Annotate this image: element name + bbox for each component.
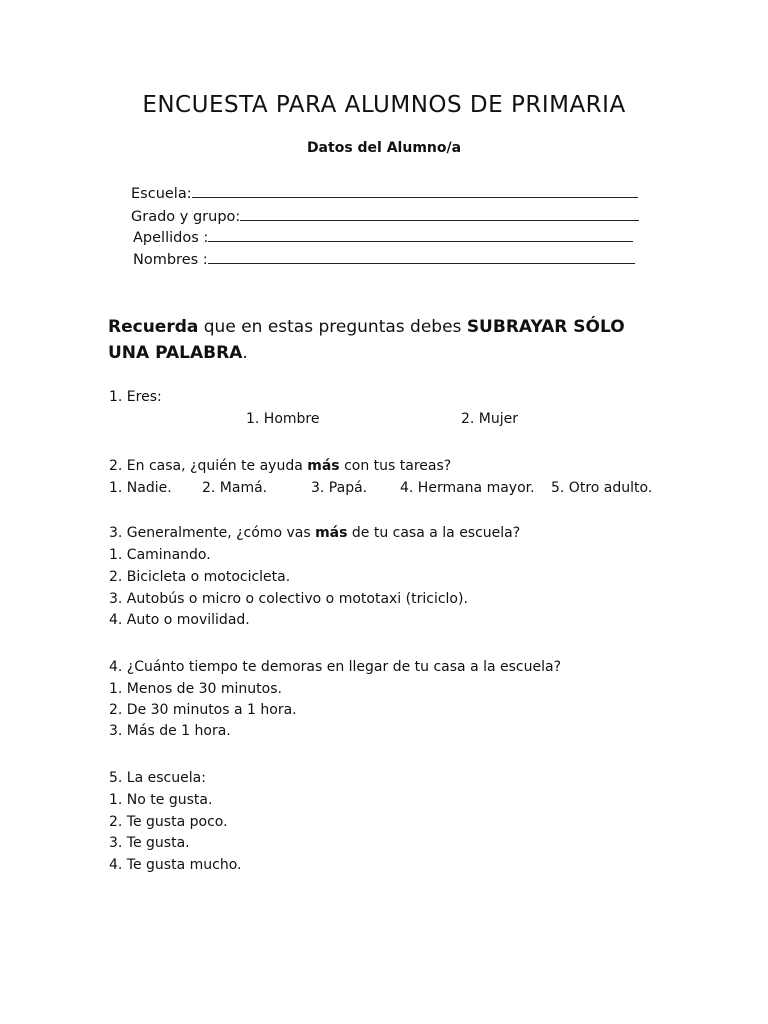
- q3-option-2: 2. Bicicleta o motocicleta.: [109, 569, 291, 585]
- q5-option-4: 4. Te gusta mucho.: [109, 857, 242, 873]
- field-apellidos-line: [208, 226, 633, 242]
- field-grado-label: Grado y grupo:: [131, 209, 241, 225]
- q1-option-hombre: 1. Hombre: [246, 411, 320, 427]
- q2-option-5: 5. Otro adulto.: [551, 480, 653, 496]
- q2-text-before: 2. En casa, ¿quién te ayuda: [109, 458, 308, 474]
- q3-text-before: 3. Generalmente, ¿cómo vas: [109, 525, 316, 541]
- field-nombres-line: [208, 248, 635, 264]
- field-grado-line: [240, 205, 639, 221]
- instructions-end: .: [242, 343, 248, 363]
- field-nombres-label: Nombres :: [133, 252, 208, 268]
- q5-option-2: 2. Te gusta poco.: [109, 814, 228, 830]
- question-3: [109, 523, 520, 543]
- field-grado: [131, 205, 639, 227]
- question-4: 4. ¿Cuánto tiempo te demoras en llegar de tu casa a la escuela?: [109, 659, 562, 675]
- q2-option-3: 3. Papá.: [311, 480, 368, 496]
- q3-text-bold: más: [315, 525, 348, 541]
- field-nombres: [133, 248, 635, 270]
- q4-option-3: 3. Más de 1 hora.: [109, 723, 231, 739]
- instructions-emphasis: SUBRAYAR SÓLO UNA PALABRA: [108, 317, 625, 363]
- question-5: 5. La escuela:: [109, 770, 206, 786]
- q1-option-mujer: 2. Mujer: [461, 411, 519, 427]
- q3-option-1: 1. Caminando.: [109, 547, 211, 563]
- question-2: [109, 456, 451, 476]
- q2-option-1: 1. Nadie.: [109, 480, 172, 496]
- instructions: [108, 314, 668, 366]
- field-escuela-line: [192, 182, 638, 198]
- student-data-heading: Datos del Alumno/a: [306, 140, 462, 156]
- field-apellidos: [133, 226, 633, 248]
- q4-option-2: 2. De 30 minutos a 1 hora.: [109, 702, 297, 718]
- question-1: 1. Eres:: [109, 389, 162, 405]
- q4-option-1: 1. Menos de 30 minutos.: [109, 681, 282, 697]
- q5-option-1: 1. No te gusta.: [109, 792, 213, 808]
- q2-option-2: 2. Mamá.: [202, 480, 268, 496]
- q3-text-after: de tu casa a la escuela?: [347, 525, 521, 541]
- field-escuela-label: Escuela:: [131, 186, 192, 202]
- instructions-lead: Recuerda: [108, 317, 199, 337]
- instructions-middle: que en estas preguntas debes: [198, 317, 467, 337]
- field-escuela: [131, 182, 638, 204]
- survey-title: ENCUESTA PARA ALUMNOS DE PRIMARIA: [142, 92, 626, 118]
- q2-text-after: con tus tareas?: [339, 458, 452, 474]
- q3-option-3: 3. Autobús o micro o colectivo o mototaxi (triciclo).: [109, 591, 468, 607]
- q3-option-4: 4. Auto o movilidad.: [109, 612, 250, 628]
- q5-option-3: 3. Te gusta.: [109, 835, 190, 851]
- q2-text-bold: más: [307, 458, 340, 474]
- q2-option-4: 4. Hermana mayor.: [400, 480, 535, 496]
- field-apellidos-label: Apellidos :: [133, 230, 209, 246]
